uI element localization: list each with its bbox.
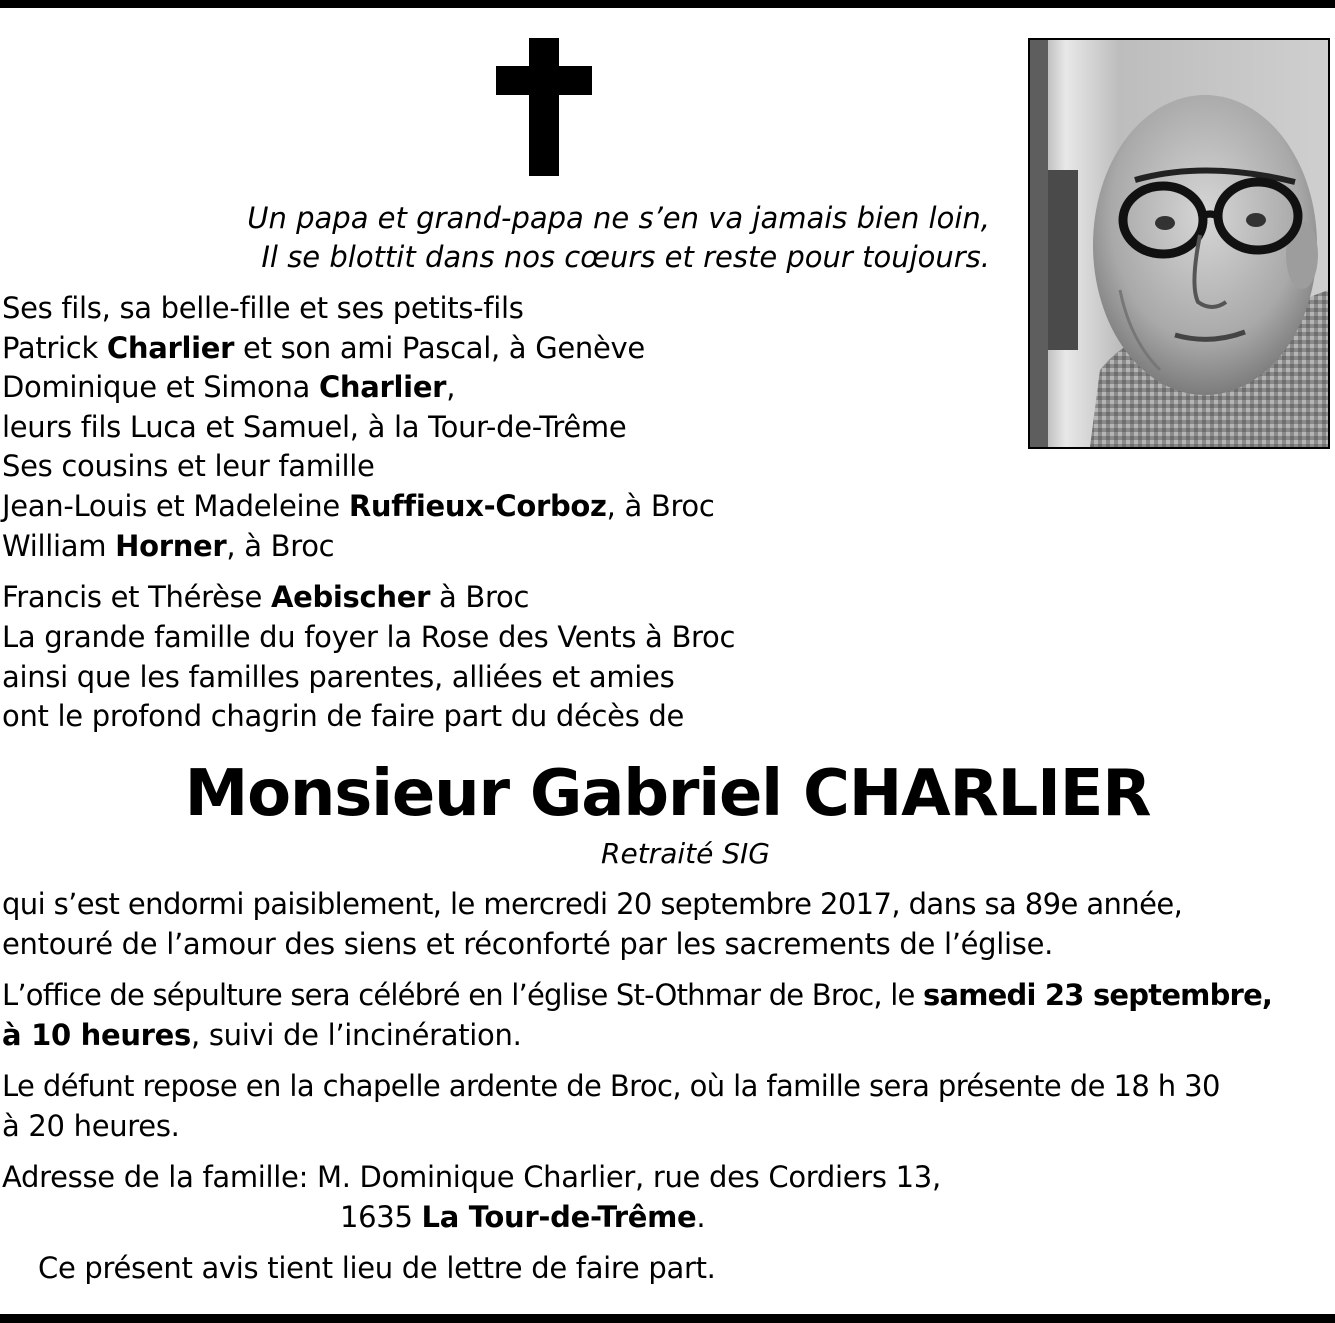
bottom-rule bbox=[0, 1314, 1335, 1323]
detail-line: qui s’est endormi paisiblement, le mercredi 20 septembre 2017, dans sa 89e année, bbox=[2, 887, 1183, 921]
detail-line: Le défunt repose en la chapelle ardente de Broc, où la famille sera présente de 18 h 30 bbox=[2, 1069, 1220, 1103]
verse-line-1: Un papa et grand-papa ne s’en va jamais bien loin, bbox=[247, 201, 990, 235]
detail-line: à 10 heures, suivi de l’incinération. bbox=[2, 1018, 522, 1052]
verse-line-2: Il se blottit dans nos cœurs et reste pour toujours. bbox=[261, 240, 990, 274]
family-line: Francis et Thérèse Aebischer à Broc bbox=[2, 580, 530, 614]
deceased-name: Monsieur Gabriel CHARLIER bbox=[184, 757, 1151, 831]
family-line: Patrick Charlier et son ami Pascal, à Genève bbox=[2, 331, 645, 365]
family-line: ainsi que les familles parentes, alliées et amies bbox=[2, 660, 675, 694]
family-line: leurs fils Luca et Samuel, à la Tour-de-Trême bbox=[2, 410, 627, 444]
family-line: ont le profond chagrin de faire part du décès de bbox=[2, 699, 685, 733]
family-line: Dominique et Simona Charlier, bbox=[2, 370, 456, 404]
family-line: La grande famille du foyer la Rose des Vents à Broc bbox=[2, 620, 736, 654]
detail-line: L’office de sépulture sera célébré en l’église St-Othmar de Broc, le samedi 23 septembre, bbox=[2, 978, 1273, 1012]
detail-line: à 20 heures. bbox=[2, 1109, 180, 1143]
portrait-photo bbox=[1028, 38, 1330, 449]
family-line: William Horner, à Broc bbox=[2, 529, 335, 563]
top-rule bbox=[0, 0, 1335, 8]
deceased-subtitle: Retraité SIG bbox=[601, 837, 770, 870]
family-line: Ses fils, sa belle-fille et ses petits-fils bbox=[2, 291, 524, 325]
detail-line: Adresse de la famille: M. Dominique Charlier, rue des Cordiers 13, bbox=[2, 1160, 941, 1194]
detail-line: entouré de l’amour des siens et réconforté par les sacrements de l’église. bbox=[2, 927, 1054, 961]
family-line: Jean-Louis et Madeleine Ruffieux-Corboz, à Broc bbox=[2, 489, 715, 523]
closing-line: Ce présent avis tient lieu de lettre de faire part. bbox=[38, 1251, 716, 1285]
cross-icon bbox=[496, 38, 592, 176]
family-line: Ses cousins et leur famille bbox=[2, 449, 375, 483]
detail-line: 1635 La Tour-de-Trême. bbox=[340, 1200, 706, 1234]
